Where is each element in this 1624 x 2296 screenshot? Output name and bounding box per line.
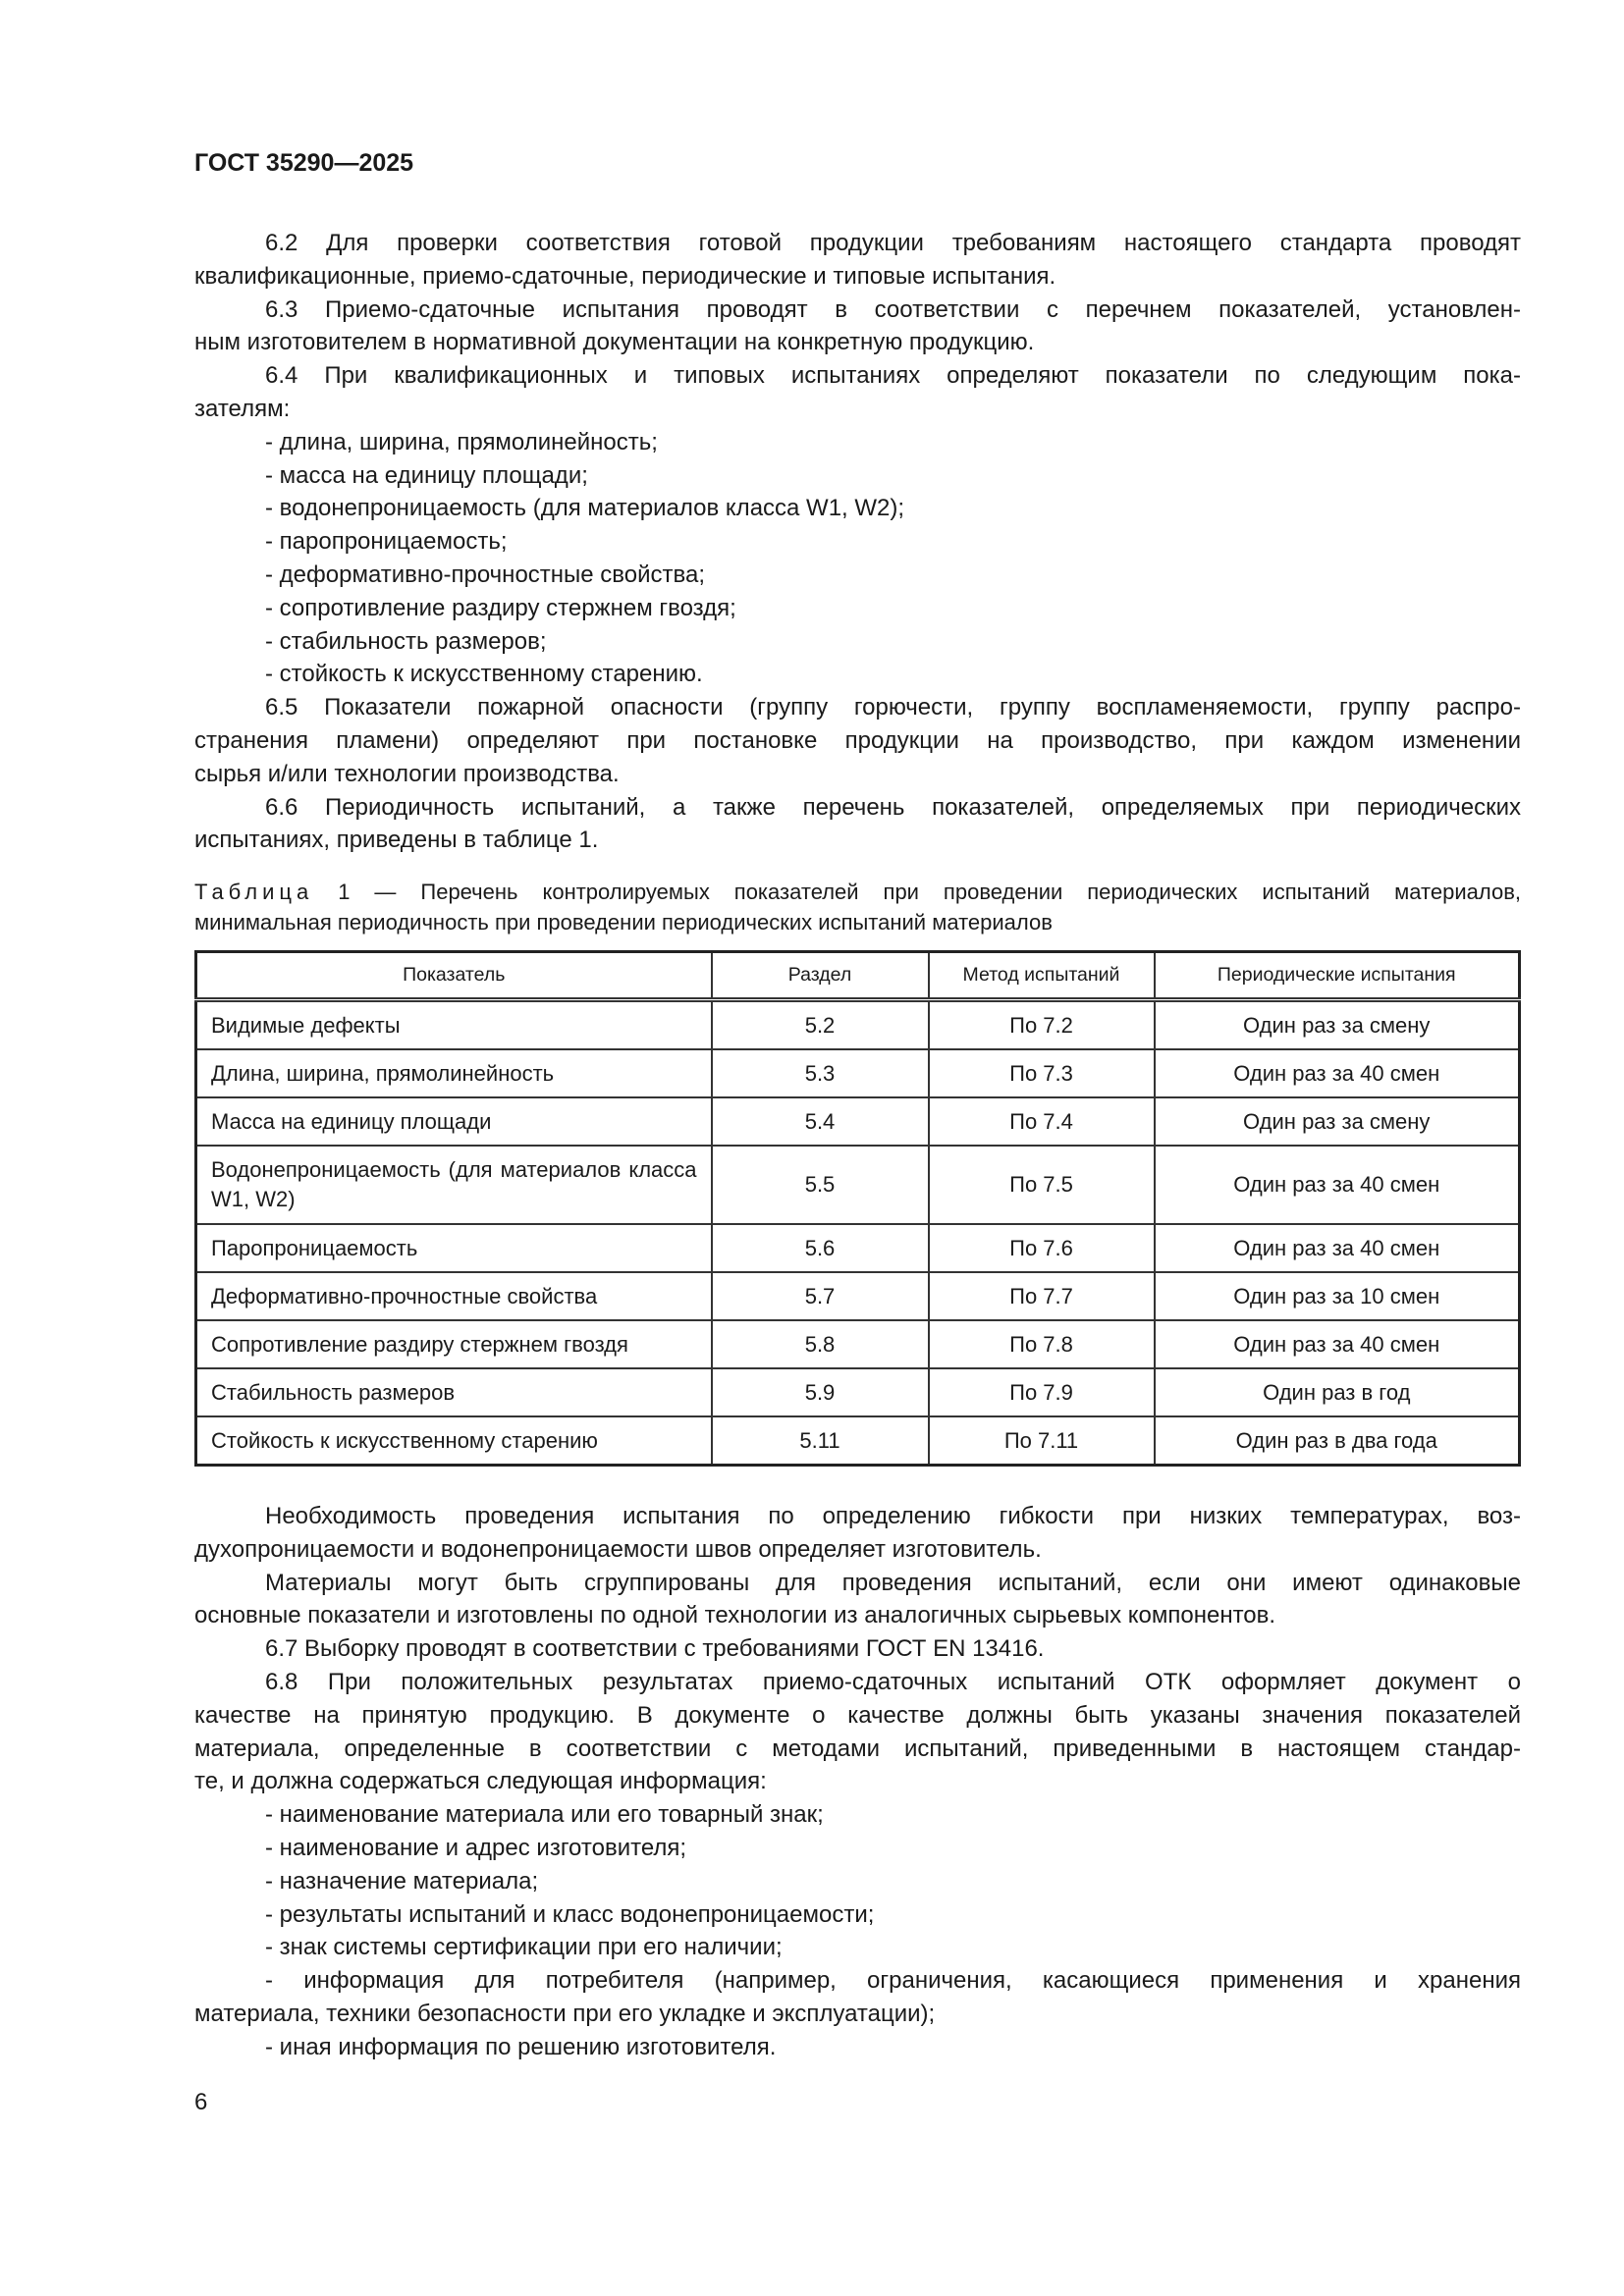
periodicity-cell: Один раз за смену bbox=[1155, 1097, 1520, 1146]
text-line: - водонепроницаемость (для материалов класса W1, W2); bbox=[265, 495, 905, 522]
method-cell: По 7.8 bbox=[929, 1320, 1155, 1368]
list-item bbox=[194, 1964, 1521, 2031]
list-item bbox=[194, 559, 1521, 592]
text-line: квалификационные, приемо-сдаточные, периодические и типовые испытания. bbox=[194, 262, 1056, 290]
list-item bbox=[194, 1931, 1521, 1964]
list-item bbox=[194, 426, 1521, 459]
table-caption-line2: минимальная периодичность при проведении периодических испытаний материалов bbox=[194, 910, 1053, 934]
periodicity-cell: Один раз за 40 смен bbox=[1155, 1049, 1520, 1097]
indicator-cell: Масса на единицу площади bbox=[196, 1097, 712, 1146]
text-line: материала, техники безопасности при его укладке и эксплуатации); bbox=[194, 2000, 936, 2027]
table-row bbox=[196, 1000, 1520, 1050]
list-item bbox=[194, 658, 1521, 691]
periodicity-cell: Один раз за 40 смен bbox=[1155, 1224, 1520, 1272]
paragraph bbox=[194, 1632, 1521, 1666]
list-item bbox=[194, 625, 1521, 659]
text-line: 6.7 Выборку проводят в соответствии с требованиями ГОСТ EN 13416. bbox=[265, 1635, 1045, 1663]
text-line: - результаты испытаний и класс водонепроницаемости; bbox=[265, 1900, 875, 1928]
periodicity-cell: Один раз за 10 смен bbox=[1155, 1272, 1520, 1320]
periodicity-cell: Один раз за смену bbox=[1155, 1000, 1520, 1050]
list-item bbox=[194, 1798, 1521, 1832]
paragraph bbox=[194, 1666, 1521, 1798]
section-cell: 5.3 bbox=[712, 1049, 929, 1097]
indicator-cell: Сопротивление раздиру стержнем гвоздя bbox=[196, 1320, 712, 1368]
periodicity-cell: Один раз за 40 смен bbox=[1155, 1320, 1520, 1368]
text-line: - знак системы сертификации при его наличии; bbox=[265, 1934, 783, 1961]
indicator-cell: Стойкость к искусственному старению bbox=[196, 1416, 712, 1466]
method-cell: По 7.5 bbox=[929, 1146, 1155, 1224]
text-line: Материалы могут быть сгруппированы для проведения испытаний, если они имеют одинаковые bbox=[265, 1569, 1521, 1596]
text-line: 6.4 При квалификационных и типовых испытаниях определяют показатели по следующим пока- bbox=[265, 362, 1521, 390]
column-header: Показатель bbox=[196, 952, 712, 1000]
section-cell: 5.6 bbox=[712, 1224, 929, 1272]
paragraph bbox=[194, 691, 1521, 790]
text-line: странения пламени) определяют при постановке продукции на производство, при каждом изменении bbox=[194, 726, 1521, 754]
indicator-cell: Длина, ширина, прямолинейность bbox=[196, 1049, 712, 1097]
text-line: ным изготовителем в нормативной документации на конкретную продукцию. bbox=[194, 329, 1035, 356]
indicator-cell: Видимые дефекты bbox=[196, 1000, 712, 1050]
section-cell: 5.9 bbox=[712, 1368, 929, 1416]
indicator-cell: Водонепроницаемость (для материалов класса W1, W2) bbox=[196, 1146, 712, 1224]
text-line: те, и должна содержаться следующая информация: bbox=[194, 1768, 767, 1795]
paragraph bbox=[194, 1500, 1521, 1567]
text-line: - длина, ширина, прямолинейность; bbox=[265, 428, 658, 455]
list-item bbox=[194, 459, 1521, 493]
text-line: 6.5 Показатели пожарной опасности (группу горючести, группу воспламеняемости, группу распро- bbox=[265, 694, 1521, 721]
text-line: 6.6 Периодичность испытаний, а также перечень показателей, определяемых при периодических bbox=[265, 793, 1521, 821]
section-cell: 5.5 bbox=[712, 1146, 929, 1224]
text-line: - наименование и адрес изготовителя; bbox=[265, 1834, 687, 1861]
method-cell: По 7.3 bbox=[929, 1049, 1155, 1097]
body-text-bottom bbox=[194, 1500, 1521, 2064]
text-line: 6.3 Приемо-сдаточные испытания проводят в соответствии с перечнем показателей, установлен- bbox=[265, 295, 1521, 323]
method-cell: По 7.11 bbox=[929, 1416, 1155, 1466]
text-line: - иная информация по решению изготовителя. bbox=[265, 2033, 777, 2060]
method-cell: По 7.6 bbox=[929, 1224, 1155, 1272]
text-line: - паропроницаемость; bbox=[265, 528, 508, 556]
section-cell: 5.7 bbox=[712, 1272, 929, 1320]
text-line: - деформативно-прочностные свойства; bbox=[265, 561, 706, 588]
periodicity-cell: Один раз в год bbox=[1155, 1368, 1520, 1416]
periodicity-cell: Один раз за 40 смен bbox=[1155, 1146, 1520, 1224]
indicator-cell: Деформативно-прочностные свойства bbox=[196, 1272, 712, 1320]
table-row bbox=[196, 1320, 1520, 1368]
text-line: материала, определенные в соответствии с методами испытаний, приведенными в настоящем стандар- bbox=[194, 1735, 1521, 1762]
indicator-cell: Паропроницаемость bbox=[196, 1224, 712, 1272]
text-line: Необходимость проведения испытания по определению гибкости при низких температурах, воз- bbox=[265, 1503, 1521, 1529]
paragraph bbox=[194, 1567, 1521, 1633]
paragraph bbox=[194, 359, 1521, 426]
section-cell: 5.8 bbox=[712, 1320, 929, 1368]
text-line: - наименование материала или его товарный знак; bbox=[265, 1801, 824, 1829]
table-row bbox=[196, 1049, 1520, 1097]
section-cell: 5.4 bbox=[712, 1097, 929, 1146]
method-cell: По 7.9 bbox=[929, 1368, 1155, 1416]
table-caption-title: 1 — Перечень контролируемых показателей при проведении периодических испытаний материалов, bbox=[313, 880, 1521, 904]
page-number: 6 bbox=[194, 2089, 208, 2115]
text-line: 6.8 При положительных результатах приемо-сдаточных испытаний ОТК оформляет документ о bbox=[265, 1668, 1521, 1695]
list-item bbox=[194, 1898, 1521, 1932]
text-line: испытаниях, приведены в таблице 1. bbox=[194, 827, 599, 854]
method-cell: По 7.7 bbox=[929, 1272, 1155, 1320]
periodic-tests-table bbox=[194, 950, 1521, 1467]
column-header: Периодические испытания bbox=[1155, 952, 1520, 1000]
list-item bbox=[194, 1832, 1521, 1865]
table-row bbox=[196, 1272, 1520, 1320]
text-line: 6.2 Для проверки соответствия готовой продукции требованиям настоящего стандарта проводят bbox=[265, 230, 1521, 256]
table-row bbox=[196, 1097, 1520, 1146]
text-line: качестве на принятую продукцию. В документе о качестве должны быть указаны значения показателей bbox=[194, 1701, 1521, 1729]
periodicity-cell: Один раз в два года bbox=[1155, 1416, 1520, 1466]
text-line: основные показатели и изготовлены по одной технологии из аналогичных сырьевых компонентов. bbox=[194, 1602, 1276, 1629]
body-text-top bbox=[194, 227, 1521, 857]
paragraph bbox=[194, 294, 1521, 360]
paragraph bbox=[194, 791, 1521, 858]
table-row bbox=[196, 1368, 1520, 1416]
list-item bbox=[194, 492, 1521, 525]
table-row bbox=[196, 1416, 1520, 1466]
paragraph bbox=[194, 227, 1521, 294]
text-line: - стабильность размеров; bbox=[265, 627, 547, 655]
text-line: - сопротивление раздиру стержнем гвоздя; bbox=[265, 594, 736, 621]
list-item bbox=[194, 592, 1521, 625]
method-cell: По 7.2 bbox=[929, 1000, 1155, 1050]
method-cell: По 7.4 bbox=[929, 1097, 1155, 1146]
text-line: - масса на единицу площади; bbox=[265, 461, 588, 489]
table-caption bbox=[194, 877, 1521, 937]
section-cell: 5.2 bbox=[712, 1000, 929, 1050]
column-header: Раздел bbox=[712, 952, 929, 1000]
text-line: - информация для потребителя (например, ограничения, касающиеся применения и хранения bbox=[265, 1967, 1521, 1995]
text-line: зателям: bbox=[194, 395, 291, 422]
table-caption-label: Таблица bbox=[194, 880, 314, 904]
list-item bbox=[194, 2031, 1521, 2064]
indicator-cell: Стабильность размеров bbox=[196, 1368, 712, 1416]
table-row bbox=[196, 1224, 1520, 1272]
document-header: ГОСТ 35290—2025 bbox=[194, 149, 414, 177]
list-item bbox=[194, 1865, 1521, 1898]
list-item bbox=[194, 525, 1521, 559]
table-row bbox=[196, 1146, 1520, 1224]
text-line: духопроницаемости и водонепроницаемости швов определяет изготовитель. bbox=[194, 1535, 1042, 1563]
text-line: сырья и/или технологии производства. bbox=[194, 760, 620, 787]
column-header: Метод испытаний bbox=[929, 952, 1155, 1000]
section-cell: 5.11 bbox=[712, 1416, 929, 1466]
text-line: - стойкость к искусственному старению. bbox=[265, 661, 703, 688]
text-line: - назначение материала; bbox=[265, 1867, 539, 1895]
table-header-row bbox=[196, 952, 1520, 1000]
